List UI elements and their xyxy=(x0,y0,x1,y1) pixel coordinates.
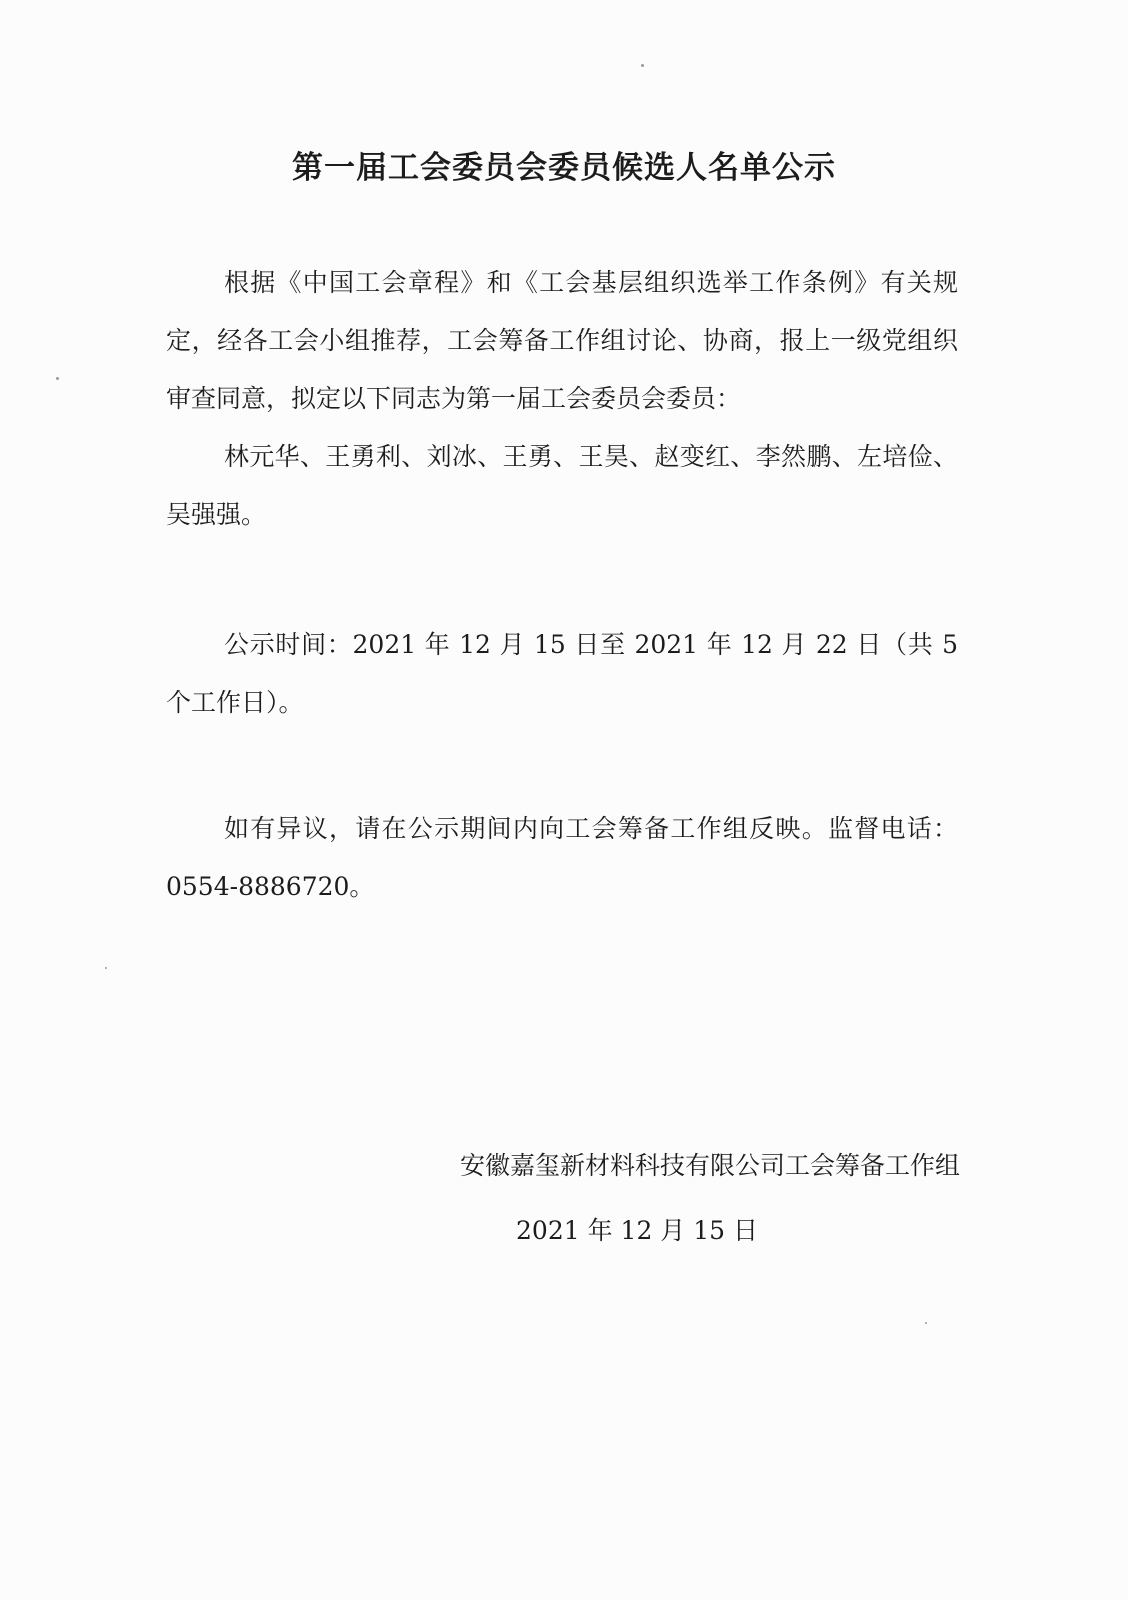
body-paragraph-objection: 如有异议，请在公示期间内向工会筹备工作组反映。监督电话：0554-8886720。 xyxy=(166,814,958,901)
signature-organization: 安徽嘉玺新材料科技有限公司工会筹备工作组 xyxy=(459,1151,960,1180)
scan-speck xyxy=(56,377,59,380)
scan-speck xyxy=(641,64,644,67)
scan-speck xyxy=(105,967,107,969)
signature-date: 2021 年 12 月 15 日 xyxy=(516,1216,758,1245)
body-paragraph-regulation: 根据《中国工会章程》和《工会基层组织选举工作条例》有关规定，经各工会小组推荐，工会筹备工作组讨论、协商，报上一级党组织审查同意，拟定以下同志为第一届工会委员会委员： xyxy=(166,268,958,413)
page-title: 第一届工会委员会委员候选人名单公示 xyxy=(292,150,836,186)
body-paragraph-period: 公示时间：2021 年 12 月 15 日至 2021 年 12 月 22 日（共 5 个工作日）。 xyxy=(166,630,958,717)
scan-speck xyxy=(925,1322,927,1324)
body-paragraph-candidates: 林元华、王勇利、刘冰、王勇、王昊、赵变红、李然鹏、左培俭、吴强强。 xyxy=(166,442,958,529)
